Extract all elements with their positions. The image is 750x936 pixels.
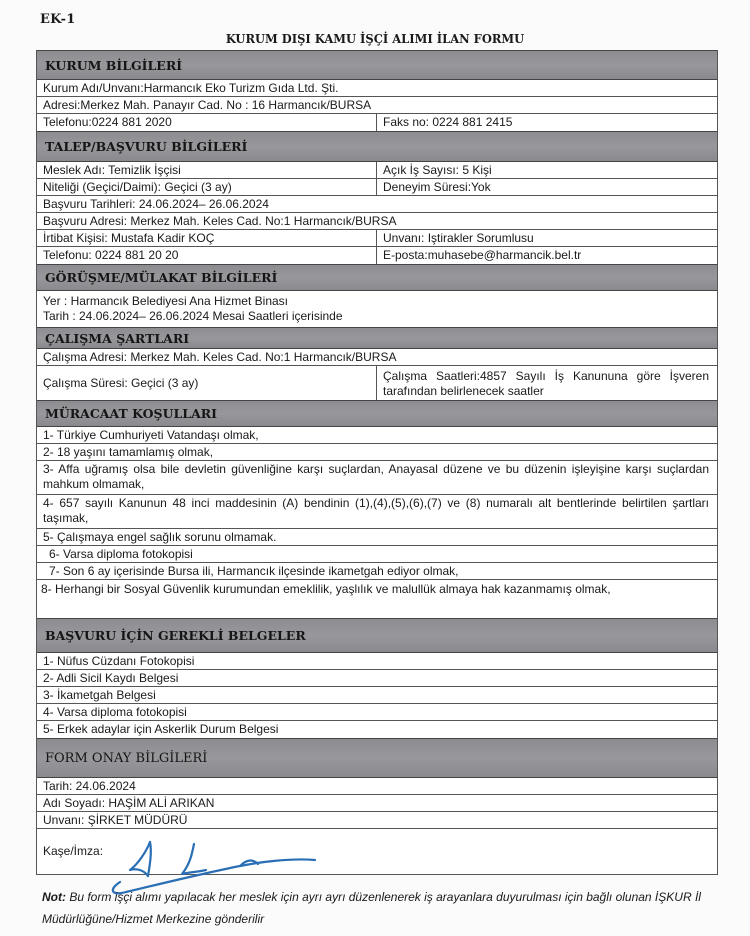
- footnote-label: Not:: [42, 890, 66, 904]
- approver-name: Adı Soyadı: HAŞİM ALİ ARIKAN: [43, 795, 215, 810]
- talep-row-4: [37, 213, 717, 230]
- experience-requirement: Deneyim Süresi:Yok: [383, 179, 491, 194]
- document-text: 2- Adli Sicil Kaydı Belgesi: [43, 670, 179, 685]
- open-positions: Açık İş Sayısı: 5 Kişi: [383, 162, 492, 177]
- application-address: Başvuru Adresi: Merkez Mah. Keles Cad. No:1 Harmancık/BURSA: [43, 213, 397, 228]
- condition-text: 2- 18 yaşını tamamlamış olmak,: [43, 444, 214, 459]
- talep-row-2: [37, 179, 717, 196]
- signature-stroke: [182, 844, 206, 874]
- section-header-gorusme: GÖRÜŞME/MÜLAKAT BİLGİLERİ: [37, 264, 717, 291]
- section-header-onay: FORM ONAY BİLGİLERİ: [37, 738, 717, 778]
- institution-fax: Faks no: 0224 881 2415: [383, 115, 513, 129]
- contact-person: İrtibat Kişisi: Mustafa Kadir KOÇ: [37, 230, 377, 246]
- institution-phone: Telefonu:0224 881 2020: [37, 114, 377, 131]
- talep-row-5: [37, 230, 717, 247]
- work-terms-row: [37, 366, 717, 400]
- approval-date-row: [37, 778, 717, 795]
- talep-row-6: [37, 247, 717, 264]
- condition-item: [37, 427, 717, 444]
- document-item: [37, 653, 717, 670]
- document-item: [37, 704, 717, 721]
- approval-name-row: [37, 795, 717, 812]
- work-duration: Çalışma Süresi: Geçici (3 ay): [37, 366, 377, 400]
- condition-text: 7- Son 6 ay içerisinde Bursa ili, Harmancık ilçesinde ikametgah ediyor olmak,: [49, 563, 459, 578]
- talep-row-1: [37, 162, 717, 179]
- institution-name: Kurum Adı/Unvanı:Harmancık Eko Turizm Gıda Ltd. Şti.: [43, 80, 339, 95]
- condition-item: [37, 495, 717, 529]
- document-item: [37, 721, 717, 738]
- condition-text: 1- Türkiye Cumhuriyeti Vatandaşı olmak,: [43, 427, 259, 442]
- condition-item: [37, 546, 717, 563]
- annex-label: EK-1: [40, 12, 76, 27]
- footnote-text: Bu form işçi alımı yapılacak her meslek için ayrı ayrı düzenlenerek iş arayanlara duyurulması için bağlı olunan İŞKUR İl Müdürlüğüne/Hizmet Merkezine gönderilir: [42, 890, 701, 926]
- job-nature: Niteliği (Geçici/Daimi): Geçici (3 ay): [37, 179, 377, 195]
- condition-item: [37, 461, 717, 495]
- signature-stroke: [130, 842, 150, 876]
- condition-text: 4- 657 sayılı Kanunun 48 inci maddesinin (A) bendinin (1),(4),(5),(6),(7) ve (8) numaralı alt bentlerinde belirtilen şartları taşımak,: [43, 496, 709, 525]
- job-posting-form: [36, 50, 718, 875]
- section-header-muracaat: MÜRACAAT KOŞULLARI: [37, 400, 717, 427]
- document-text: 1- Nüfus Cüzdanı Fotokopisi: [43, 653, 195, 668]
- kurum-contact-row: [37, 114, 717, 131]
- institution-address: Adresi:Merkez Mah. Panayır Cad. No : 16 Harmancık/BURSA: [43, 97, 372, 112]
- kurum-address-row: [37, 97, 717, 114]
- section-header-belgeler: BAŞVURU İÇİN GEREKLİ BELGELER: [37, 618, 717, 653]
- section-header-talep: TALEP/BAŞVURU BİLGİLERİ: [37, 131, 717, 162]
- document-item: [37, 670, 717, 687]
- stamp-signature-label: Kaşe/İmza:: [43, 844, 104, 858]
- section-header-kurum: KURUM BİLGİLERİ: [37, 50, 717, 80]
- profession: Meslek Adı: Temizlik İşçisi: [37, 162, 377, 178]
- talep-row-3: [37, 196, 717, 213]
- contact-phone: Telefonu: 0224 881 20 20: [37, 247, 377, 264]
- document-item: [37, 687, 717, 704]
- document-text: 5- Erkek adaylar için Askerlik Durum Belgesi: [43, 722, 279, 736]
- condition-text: 5- Çalışmaya engel sağlık sorunu olmamak.: [43, 529, 277, 544]
- condition-item: [37, 444, 717, 461]
- work-address-row: [37, 349, 717, 366]
- contact-title: Unvanı: Iştirakler Sorumlusu: [383, 230, 534, 245]
- kurum-name-row: [37, 80, 717, 97]
- document-text: 4- Varsa diploma fotokopisi: [43, 704, 187, 719]
- footnote: [42, 886, 722, 930]
- application-dates: Başvuru Tarihleri: 24.06.2024– 26.06.2024: [43, 196, 269, 211]
- section-header-calisma: ÇALIŞMA ŞARTLARI: [37, 327, 717, 349]
- document-text: 3- İkametgah Belgesi: [43, 687, 156, 702]
- condition-item: [37, 563, 717, 580]
- interview-place: Yer : Harmancık Belediyesi Ana Hizmet Binası: [43, 294, 288, 308]
- condition-item: [37, 580, 717, 618]
- form-title: KURUM DIŞI KAMU İŞÇİ ALIMI İLAN FORMU: [225, 31, 525, 46]
- interview-info-row: [37, 291, 717, 327]
- work-address: Çalışma Adresi: Merkez Mah. Keles Cad. No:1 Harmancık/BURSA: [43, 349, 397, 364]
- approval-date: Tarih: 24.06.2024: [43, 778, 136, 793]
- contact-email[interactable]: E-posta:muhasebe@harmancik.bel.tr: [383, 248, 582, 262]
- condition-text: 3- Affa uğramış olsa bile devletin güvenliğine karşı suçlardan, Anayasal düzene ve bu düzenin işleyişine karşı suçlardan mahkum olmamak,: [43, 462, 709, 491]
- approval-title-row: [37, 812, 717, 829]
- condition-item: [37, 529, 717, 546]
- condition-text: 6- Varsa diploma fotokopisi: [49, 546, 193, 561]
- approver-title: Unvanı: ŞİRKET MÜDÜRÜ: [43, 812, 188, 827]
- interview-info: [37, 291, 717, 327]
- work-hours: Çalışma Saatleri:4857 Sayılı İş Kanununa göre İşveren tarafından belirlenecek saatler: [383, 368, 709, 398]
- condition-text: 8- Herhangi bir Sosyal Güvenlik kurumundan emeklilik, yaşlılık ve malullük almaya hak kazanmamış olmak,: [41, 582, 611, 596]
- interview-date: Tarih : 24.06.2024– 26.06.2024 Mesai Saatleri içerisinde: [43, 309, 343, 323]
